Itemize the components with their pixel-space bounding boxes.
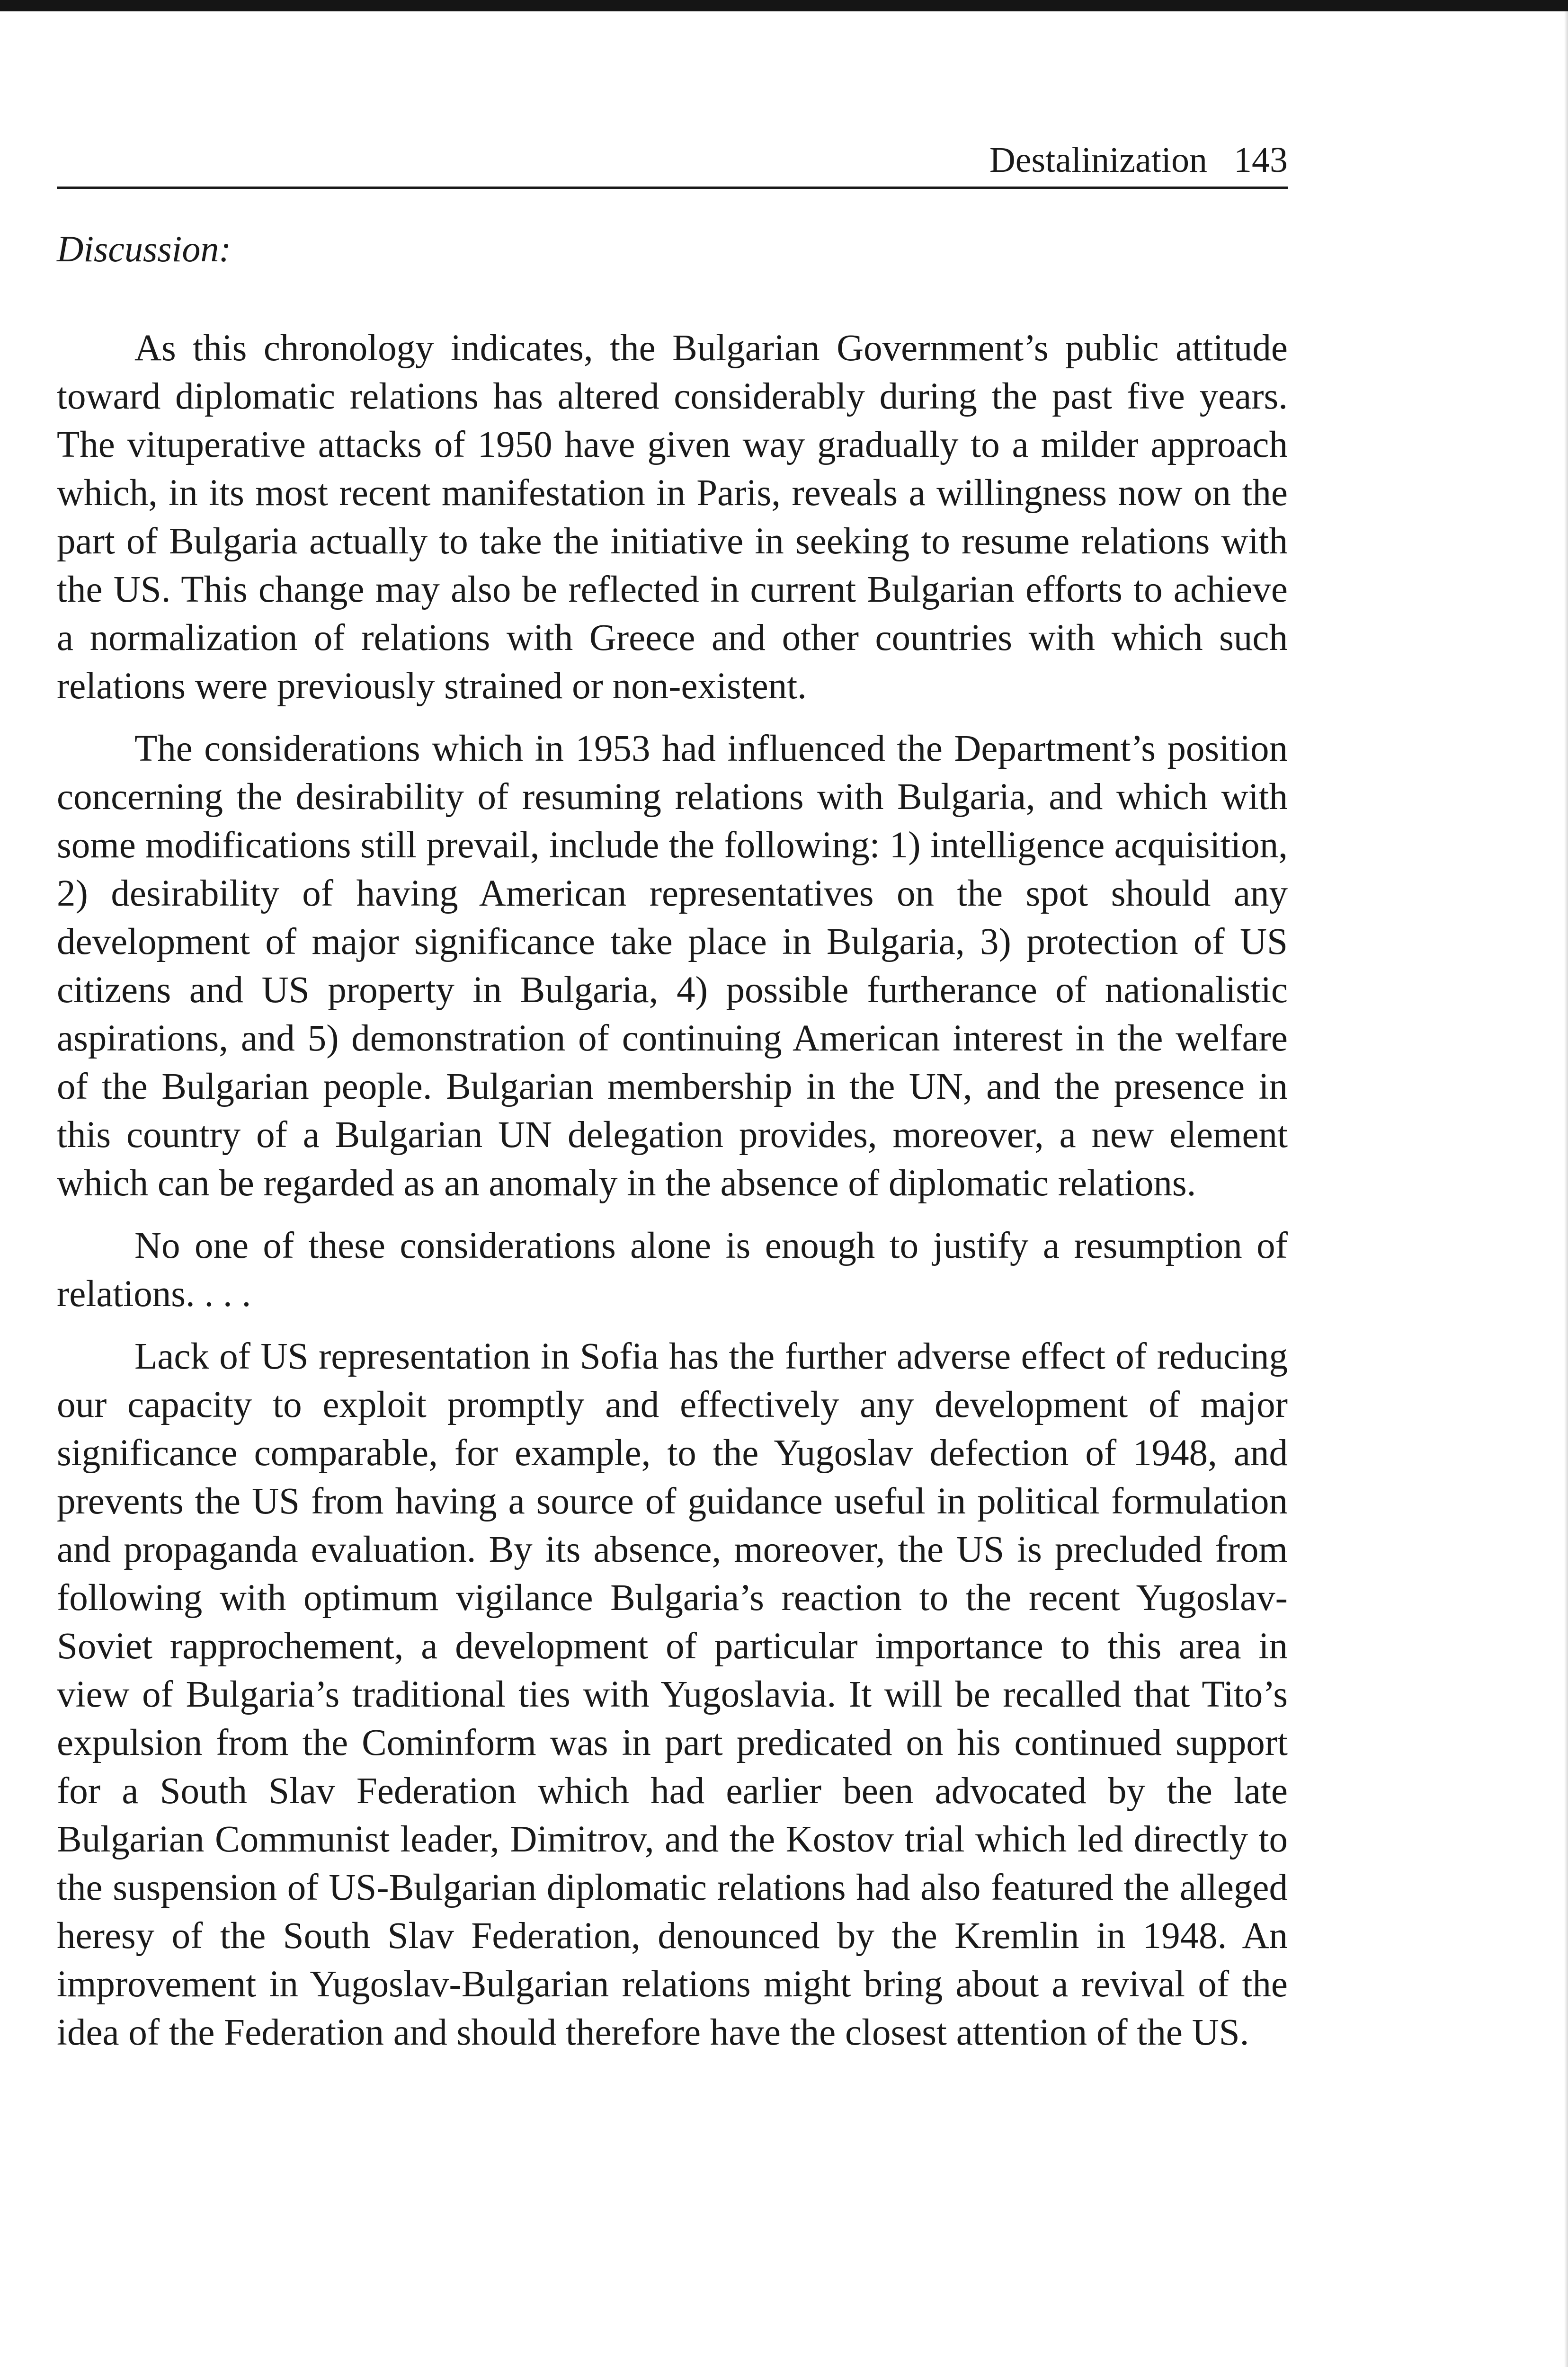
running-head-title: Destalinization [989,140,1207,180]
paragraph-representation: Lack of US representation in Sofia has the further adverse effect of reducing our capacity to exploit promptly and effectively any development of major significance comparable, for example, to the Yugoslav defection of 1948, and prevents the US from having a source of guidance useful in political formulation and propaganda evaluation. By its absence, moreover, the US is precluded from following with optimum vigilance Bulgaria’s reaction to the recent Yugoslav-Soviet rapprochement, a development of particular importance to this area in view of Bulgaria’s traditional ties with Yugoslavia. It will be recalled that Tito’s expulsion from the Cominform was in part predicated on his continued support for a South Slav Federation which had earlier been advocated by the late Bulgarian Communist leader, Dimitrov, and the Kostov trial which led directly to the suspension of US-Bulgarian diplomatic relations had also featured the alleged heresy of the South Slav Federation, denounced by the Kremlin in 1948. An improvement in Yugoslav-Bulgarian relations might bring about a revival of the idea of the Federation and should therefore have the closest attention of the US. [57,1336,1288,2053]
book-page [57,142,1288,2071]
page-number: 143 [1234,140,1288,180]
paragraph-justification: No one of these considerations alone is enough to justify a resumption of relations. . . . [57,1225,1288,1315]
paragraph-chronology: As this chronology indicates, the Bulgarian Government’s public attitude toward diplomatic relations has altered considerably during the past five years. The vituperative attacks of 1950 have given way gradually to a milder approach which, in its most recent manifestation in Paris, reveals a willingness now on the part of Bulgaria actually to take the initiative in seeking to resume relations with the US. This change may also be reflected in current Bulgarian efforts to achieve a normalization of relations with Greece and other countries with which such relations were previously strained or non-existent. [57,328,1288,707]
section-label: Discussion: [57,228,232,269]
scan-edge-top [0,0,1568,11]
scan-edge-right [1564,11,1568,2367]
paragraph-considerations: The considerations which in 1953 had influenced the Department’s position concerning the desirability of resuming relations with Bulgaria, and which with some modifications still prevail, include the following: 1) intelligence acquisition, 2) desirability of having American representatives on the spot should any development of major significance take place in Bulgaria, 3) protection of US citizens and US property in Bulgaria, 4) possible furtherance of nationalistic aspirations, and 5) demonstration of continuing American interest in the welfare of the Bulgarian people. Bulgarian membership in the UN, and the presence in this country of a Bulgarian UN delegation provides, moreover, a new element which can be regarded as an anomaly in the absence of diplomatic relations. [57,728,1288,1204]
running-head [57,142,1288,189]
